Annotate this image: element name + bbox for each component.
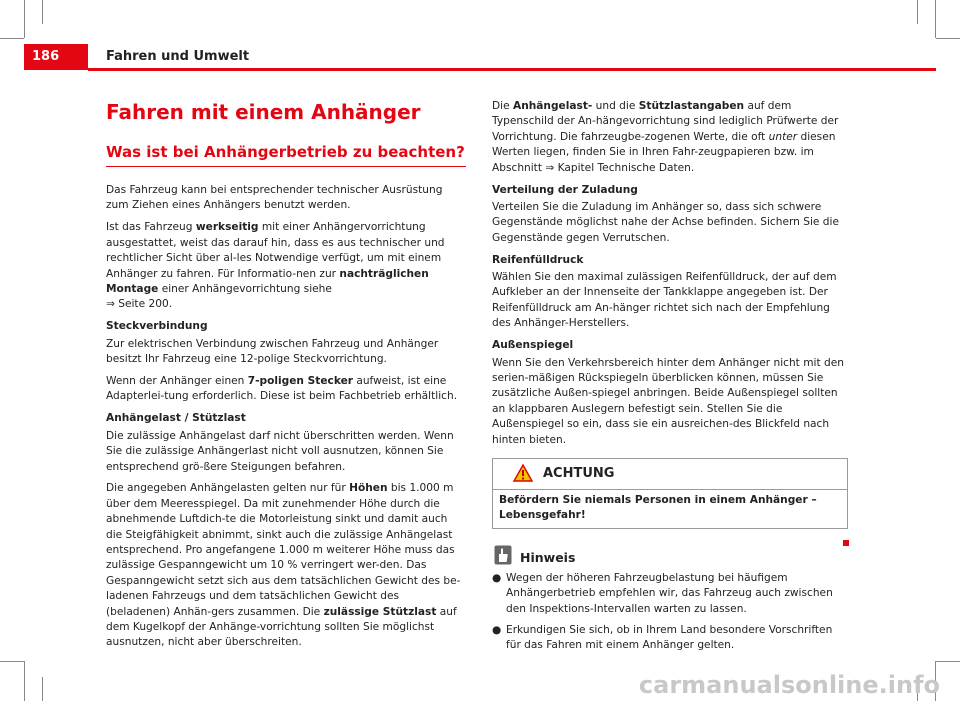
crop-mark xyxy=(24,661,25,701)
load-paragraph: Die zulässige Anhängelast darf nicht überschritten werden. Wenn Sie die zulässige Anhängerlast nicht voll ausnutzen, können Sie entsprechend grö-ßere Steigungen befahren. xyxy=(106,429,454,473)
watermark: carmanualsonline.info xyxy=(638,671,940,699)
warning-title: ACHTUNG xyxy=(543,466,615,482)
plug-paragraph: Zur elektrischen Verbindung zwischen Fahrzeug und Anhänger besitzt Ihr Fahrzeug eine 12-polige Steckvorrichtung. xyxy=(106,337,439,366)
adapter-paragraph: Wenn der Anhänger einen 7-poligen Stecker aufweist, ist eine Adapterlei-tung erforderlich. Diese ist beim Fachbetrieb erhältlich. xyxy=(106,374,458,403)
heading-steckverbindung: Steckverbindung xyxy=(106,320,208,333)
heading-zuladung: Verteilung der Zuladung xyxy=(492,183,638,196)
info-hand-icon xyxy=(494,545,512,565)
crop-mark xyxy=(917,0,918,24)
bullet-icon: ● xyxy=(492,571,502,584)
warning-header xyxy=(493,459,847,490)
header-rule xyxy=(88,68,936,71)
list-item xyxy=(492,571,848,617)
page-title: Fahren mit einem Anhänger xyxy=(106,100,421,124)
crop-mark xyxy=(0,38,24,39)
section-end-marker xyxy=(843,540,849,546)
list-item xyxy=(492,623,848,654)
right-column xyxy=(492,99,848,660)
note-item-text: Wegen der höheren Fahrzeugbelastung bei häufigem Anhängerbetrieb empfehlen wir, das Fahrzeug auch zwischen den Inspektions-Intervallen warten zu lassen. xyxy=(506,571,833,615)
crop-mark xyxy=(0,661,24,662)
crop-mark xyxy=(24,0,25,38)
bullet-icon: ● xyxy=(492,624,502,637)
altitude-paragraph: Die angegeben Anhängelasten gelten nur für Höhen bis 1.000 m über dem Meeresspiegel. Da mit zunehmender Höhe durch die abnehmende Luftdich-te die Motorleistung sinkt und damit auch die Steigfähigkeit abnimmt, sinkt auch die zulässige Anhängelast entsprechend. Pro angefangene 1.000 m weiterer Höhe muss das zulässige Gespanngewicht um 10 % verringert wer-den. Das Gespanngewicht setzt sich aus dem tatsächlichen Gewicht des be-ladenen Fahrzeugs und dem tatsächlichen Gewicht des (beladenen) Anhän-gers zusammen. Die zulässige Stützlast auf dem Kugelkopf der Anhänge-vorrichtung sollten Sie möglichst ausnutzen, nicht aber überschreiten. xyxy=(106,482,461,649)
crop-mark xyxy=(936,661,960,662)
crop-mark xyxy=(42,0,43,24)
factory-paragraph: Ist das Fahrzeug werkseitig mit einer Anhängervorrichtung ausgestattet, weist das darauf hin, dass es aus technischer und rechtlicher Sicht über al-les Notwendige verfügt, um mit einem Anhänger zu fahren. Für Informatio-nen zur nachträglichen Montage einer Anhängevorrichtung siehe ⇒ Seite 200. xyxy=(106,221,445,311)
mirror-paragraph: Wenn Sie den Verkehrsbereich hinter dem Anhänger nicht mit den serien-mäßigen Rückspiegeln überblicken können, müssen Sie zusätzliche Außen-spiegel anbringen. Beide Außenspiegel sollten an klappbaren Auslegern befestigt sein. Stellen Sie die Außenspiegel so ein, dass sie ein ausreichen-des Blickfeld nach hinten bieten. xyxy=(492,356,844,446)
crop-mark xyxy=(42,677,43,701)
heading-anhaengelast: Anhängelast / Stützlast xyxy=(106,412,246,425)
intro-paragraph: Das Fahrzeug kann bei entsprechender technischer Ausrüstung zum Ziehen eines Anhängers benutzt werden. xyxy=(106,184,443,212)
left-column xyxy=(106,99,466,657)
section-title: Was ist bei Anhängerbetrieb zu beachten? xyxy=(106,143,466,167)
running-title: Fahren und Umwelt xyxy=(106,49,250,64)
page-number: 186 xyxy=(24,44,88,70)
heading-aussenspiegel: Außenspiegel xyxy=(492,339,574,352)
heading-reifenfuelldruck: Reifenfülldruck xyxy=(492,253,584,266)
note-title: Hinweis xyxy=(520,549,576,565)
typeplate-paragraph: Die Anhängelast- und die Stützlastangaben auf dem Typenschild der An-hängevorrichtung sind lediglich Prüfwerte der Vorrichtung. Die fahrzeugbe-zogenen Werte, die oft unter diesen Werten liegen, finden Sie in Ihren Fahr-zeugpapieren bzw. im Abschnitt ⇒ Kapitel Technische Daten. xyxy=(492,100,839,174)
crop-mark xyxy=(936,38,960,39)
warning-box xyxy=(492,458,848,529)
crop-mark xyxy=(935,0,936,38)
warning-text: Befördern Sie niemals Personen in einem Anhänger – Lebensgefahr! xyxy=(499,494,817,522)
note-header xyxy=(492,545,848,569)
warning-triangle-icon xyxy=(513,464,533,482)
page-reference-link[interactable]: ⇒ Seite 200. xyxy=(106,298,173,311)
load-distribution-paragraph: Verteilen Sie die Zuladung im Anhänger so, dass sich schwere Gegenstände möglichst nahe der Achse befinden. Sichern Sie die Gegenstände gegen Verrutschen. xyxy=(492,200,839,244)
note-item-text: Erkundigen Sie sich, ob in Ihrem Land besondere Vorschriften für das Fahren mit einem Anhänger gelten. xyxy=(506,624,833,652)
tyre-pressure-paragraph: Wählen Sie den maximal zulässigen Reifenfülldruck, der auf dem Aufkleber an der Innenseite der Tankklappe angegeben ist. Der Reifenfülldruck am An-hänger richtet sich nach der Empfehlung des Anhänger-Herstellers. xyxy=(492,271,837,330)
